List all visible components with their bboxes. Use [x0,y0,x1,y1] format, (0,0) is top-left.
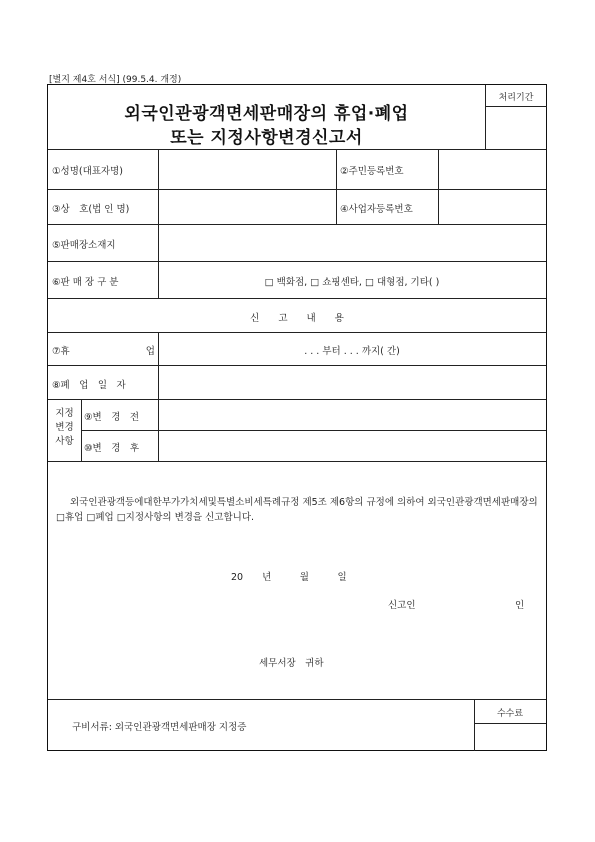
report-form [47,84,547,751]
report-contents-header: 신 고 내 용 [250,313,344,324]
form-title-line2: 또는 지정사항변경신고서 [170,128,363,148]
store-type-options[interactable]: □ 백화점, □ 쇼핑센타, □ 대형점, 기타( ) [264,277,440,288]
location-label: ⑤판매장소재지 [52,240,116,251]
row-line [48,461,546,462]
before-change-field[interactable] [159,400,545,429]
col-line [81,399,82,461]
after-change-label: ⑩변 경 후 [84,443,140,454]
resident-number-field[interactable] [439,150,545,188]
closing-date-field[interactable] [159,366,545,398]
form-reference: [별지 제4호 서식] (99.5.4. 개정) [49,75,182,85]
before-change-label: ⑨변 경 전 [84,412,140,423]
name-field[interactable] [159,150,335,188]
report-date[interactable]: 20 년 월 일 [231,572,347,583]
closure-period-field[interactable]: . . . 부터 . . . 까지( 간) [304,346,400,357]
reporter-label: 신고인 [388,600,416,611]
seal-mark[interactable]: 인 [515,600,525,611]
name-label: ①성명(대표자명) [52,166,123,177]
business-number-field[interactable] [439,190,545,223]
form-title-line1: 외국인관광객면세판매장의 휴업·폐업 [124,104,409,124]
row-line [48,332,546,333]
closing-date-label: ⑧폐 업 일 자 [52,380,126,391]
fee-label: 수수료 [496,709,524,719]
row-line [48,298,546,299]
store-type-label: ⑥판 매 장 구 분 [52,277,119,288]
processing-period-label: 처리기간 [498,93,534,103]
row-line [48,699,546,700]
addressee: 세무서장 귀하 [259,658,324,669]
after-change-field[interactable] [159,431,545,460]
col-line [336,149,337,224]
trade-name-field[interactable] [159,190,335,223]
processing-period-field[interactable] [485,107,547,149]
business-number-label: ④사업자등록번호 [340,204,413,215]
closure-label: ⑦휴 업 [52,346,155,357]
trade-name-label: ③상 호(법 인 명) [52,204,130,215]
attachments-text: 구비서류: 외국인관광객면세판매장 지정증 [72,722,247,733]
declaration-text: 외국인관광객등에대한부가가치세및특별소비세특례규정 제5조 제6항의 규정에 의하여 외국인관광객면세판매장의 □휴업 □폐업 □지정사항의 변경을 신고합니다. [56,497,538,523]
location-field[interactable] [159,225,545,260]
resident-number-label: ②주민등록번호 [340,166,404,177]
row-line [48,261,546,262]
fee-field[interactable] [475,724,545,750]
designation-change-label: 지정 변경 사항 [55,408,74,447]
